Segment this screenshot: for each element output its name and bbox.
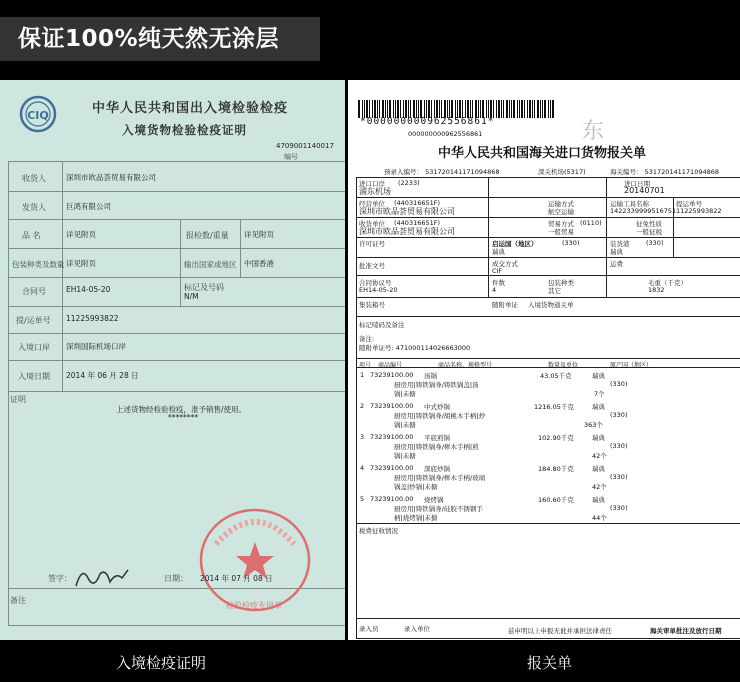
item-qty: 43.05千克	[540, 372, 572, 380]
barcode-text: *000000000962556861*	[360, 116, 495, 127]
item-qty: 160.60千克	[538, 496, 574, 504]
tax-label: 税费征收情况	[359, 527, 398, 535]
via-code: (330)	[646, 239, 664, 247]
note-label: 备注	[10, 596, 26, 605]
item-origin: 瑞典	[592, 372, 605, 380]
import-port-value: 浦东机场	[359, 187, 391, 196]
operator-value: 深圳市欧品荟贸易有限公司	[359, 207, 455, 216]
origin-label: 启运国（地区）	[492, 240, 538, 248]
goods-value: 详见附页	[66, 230, 96, 239]
item-name3: 锅|未搪	[394, 421, 416, 429]
item-origin: 瑞典	[592, 496, 605, 504]
item-name2: 厨房用|铸铁锅身/铸铁锅盖|汤	[394, 381, 479, 389]
items-header-no: 项号	[359, 362, 372, 369]
date-label: 日期：	[164, 574, 188, 583]
tool-label: 运输工具名称	[610, 200, 649, 208]
export-country-label: 输出国家或地区	[184, 260, 237, 269]
item-no: 3	[360, 433, 365, 441]
caption-left: 入境检疫证明	[116, 654, 207, 672]
item-qty: 102.90千克	[538, 434, 574, 442]
marks-value: N/M	[184, 292, 199, 301]
pack-label: 包装种类	[548, 279, 574, 287]
items-header-qty: 数量及单位	[548, 362, 579, 369]
import-port-label: 进口口岸	[359, 180, 385, 188]
item-origin-code: (330)	[610, 473, 628, 481]
port-label: 入境口岸	[18, 343, 50, 352]
entry-date-value: 2014 年 06 月 28 日	[66, 371, 139, 380]
entry-date-label: 入境日期	[18, 372, 50, 381]
item-row	[348, 464, 740, 494]
item-name2: 厨房用|铸铁锅身/胡桃木手柄|炒	[394, 412, 486, 420]
pieces-label: 件数	[492, 279, 505, 287]
receiver-code: (440316651F)	[394, 219, 441, 227]
customs-office: 深关机场(5317)	[538, 168, 586, 176]
bill-label: 提/运单号	[16, 316, 51, 325]
consignee-label: 收货人	[22, 174, 46, 183]
levy-label: 征免性质	[636, 220, 662, 228]
deal-label: 成交方式	[492, 260, 518, 268]
item-origin: 瑞典	[592, 434, 605, 442]
items-header-code: 商品编号	[378, 362, 403, 369]
item-code: 73239100.00	[370, 433, 414, 441]
sign-label: 签字：	[48, 574, 72, 583]
item-row	[348, 402, 740, 432]
via-label: 装货港	[610, 240, 630, 248]
item-code: 73239100.00	[370, 402, 414, 410]
item-code: 73239100.00	[370, 371, 414, 379]
import-date-label: 进口日期	[624, 180, 650, 188]
goods-label: 品 名	[22, 231, 41, 240]
proof-text: 上述货物经检验检疫，准予销售/使用。	[116, 405, 247, 414]
item-name1: 中式炒锅	[424, 403, 450, 411]
contract-label: 合同号	[22, 287, 46, 296]
weight-label: 毛重（千克）	[648, 279, 687, 287]
receiver-value: 深圳市欧品荟贸易有限公司	[359, 227, 455, 236]
item-origin-code: (330)	[610, 411, 628, 419]
bill-no-value: 11225993822	[676, 207, 722, 215]
bill-no-label: 提运单号	[676, 200, 702, 208]
docs-label: 随附单证	[492, 301, 518, 309]
import-port-code: (2233)	[398, 179, 420, 187]
consignor-label: 发货人	[22, 203, 46, 212]
barcode-sub: 000000000962556861	[408, 130, 483, 138]
item-origin: 瑞典	[592, 403, 605, 411]
ciq-logo-icon	[18, 94, 58, 134]
item-no: 2	[360, 402, 365, 410]
operator-label: 经营单位	[359, 200, 385, 208]
freight-label: 运费	[610, 260, 623, 268]
item-unit: 363个	[584, 421, 603, 429]
item-origin: 瑞典	[592, 465, 605, 473]
item-name3: 锅盖|炒锅|未搪	[394, 483, 438, 491]
item-no: 4	[360, 464, 365, 472]
items-header-origin: 原产国（地区）	[610, 362, 653, 369]
customs-note: 海关审单批注及放行日期	[650, 627, 722, 635]
port-value: 深圳国际机场口岸	[66, 342, 126, 351]
consignor-value: 巨鸿有限公司	[66, 202, 111, 211]
stamp-char: 东	[582, 119, 605, 144]
trade-code: (0110)	[580, 219, 602, 227]
item-name2: 厨房用|铸铁锅身/榉木手柄|煎	[394, 443, 479, 451]
item-name1: 深底炒锅	[424, 465, 450, 473]
operator-code: (440316651F)	[394, 199, 441, 207]
signature-icon	[72, 564, 132, 590]
item-name2: 厨房用|铸铁锅身/榉木手柄/玻璃	[394, 474, 486, 482]
import-date-value: 20140701	[624, 186, 665, 195]
goods-qty-label: 报检数/重量	[186, 231, 229, 240]
item-unit: 44个	[592, 514, 607, 522]
item-name3: 柄|烧烤锅|未搪	[394, 514, 438, 522]
tool-value: 1422339999516751	[610, 207, 677, 215]
pieces-value: 4	[492, 286, 497, 294]
pre-number: 预录入编号： 531720141171094868	[384, 168, 500, 176]
package-value: 详见附页	[66, 259, 96, 268]
item-unit: 42个	[592, 452, 607, 460]
transport-label: 运输方式	[548, 200, 574, 208]
cert-number-label: 编号	[284, 153, 298, 161]
remark-label: 备注:	[359, 335, 375, 343]
statement: 兹申明以上申报无讹并承担法律责任	[508, 627, 612, 635]
bill-value: 11225993822	[66, 314, 119, 323]
item-name1: 汤锅	[424, 372, 437, 380]
item-row	[348, 433, 740, 463]
marks-label: 标记及号码	[184, 283, 224, 292]
items-header-name: 商品名称、规格型号	[438, 362, 493, 369]
item-row	[348, 371, 740, 401]
trade-value: 一般贸易	[548, 228, 574, 236]
caption-right: 报关单	[527, 654, 573, 672]
item-name2: 厨房用|铸铁锅身/硅胶不锈钢手	[394, 505, 483, 513]
entry-staff-label: 录入员	[359, 625, 379, 633]
item-unit: 42个	[592, 483, 607, 491]
inspection-certificate	[0, 80, 345, 640]
item-no: 1	[360, 371, 365, 379]
goods-qty-value: 详见附页	[244, 230, 274, 239]
entry-unit-label: 录入单位	[404, 625, 430, 633]
item-code: 73239100.00	[370, 495, 414, 503]
item-row	[348, 495, 740, 523]
item-origin-code: (330)	[610, 380, 628, 388]
item-name1: 平底煎锅	[424, 434, 450, 442]
proof-label: 证明	[10, 395, 26, 404]
cert-title: 中华人民共和国出入境检验检疫	[92, 101, 289, 116]
item-unit: 7个	[594, 390, 605, 398]
item-no: 5	[360, 495, 365, 503]
seal-text: 检验检疫专用章	[226, 601, 282, 610]
approval-label: 批准文号	[359, 262, 385, 270]
contract-no-value: EH14-05-20	[359, 286, 398, 294]
consignee-value: 深圳市欧品荟贸易有限公司	[66, 173, 156, 182]
decl-title: 中华人民共和国海关进口货物报关单	[438, 146, 647, 161]
item-origin-code: (330)	[610, 442, 628, 450]
proof-stars: ********	[168, 413, 198, 422]
package-label: 包装种类及数量	[12, 260, 65, 269]
item-qty: 1216.05千克	[534, 403, 574, 411]
transport-value: 航空运输	[548, 208, 574, 216]
docs-value: 入境货物通关单	[528, 301, 574, 309]
origin-value: 瑞典	[492, 248, 505, 256]
item-name1: 烧烤锅	[424, 496, 444, 504]
item-name3: 锅|未搪	[394, 452, 416, 460]
weight-value: 1832	[648, 286, 665, 294]
banner-text: 保证100%纯天然无涂层	[18, 26, 280, 52]
item-code: 73239100.00	[370, 464, 414, 472]
item-origin-code: (330)	[610, 504, 628, 512]
levy-value: 一般征税	[636, 228, 662, 236]
date-value: 2014 年 07 月 08 日	[200, 574, 273, 583]
item-qty: 184.80千克	[538, 465, 574, 473]
via-value: 瑞典	[610, 248, 623, 256]
trade-label: 贸易方式	[548, 220, 574, 228]
container-label: 集装箱号	[359, 301, 385, 309]
pack-value: 其它	[548, 287, 561, 295]
marks-label: 标记唛码及备注	[359, 321, 405, 329]
svg-text:CIQ: CIQ	[27, 109, 49, 122]
deal-value: CIF	[492, 267, 503, 275]
license-label: 许可证号	[359, 240, 385, 248]
remark-value: 随附单证号: 471000114026663000	[359, 344, 471, 352]
customs-number: 海关编号： 531720141171094868	[610, 168, 720, 176]
cert-subtitle: 入境货物检验检疫证明	[122, 123, 247, 137]
cert-number: 4709001140017	[276, 142, 334, 150]
export-country-value: 中国香港	[244, 259, 274, 268]
customs-declaration	[348, 80, 740, 640]
contract-no-label: 合同协议号	[359, 279, 392, 287]
banner	[0, 17, 320, 61]
origin-code: (330)	[562, 239, 580, 247]
receiver-label: 收货单位	[359, 220, 385, 228]
contract-value: EH14-05-20	[66, 285, 111, 294]
item-name3: 锅|未搪	[394, 390, 416, 398]
